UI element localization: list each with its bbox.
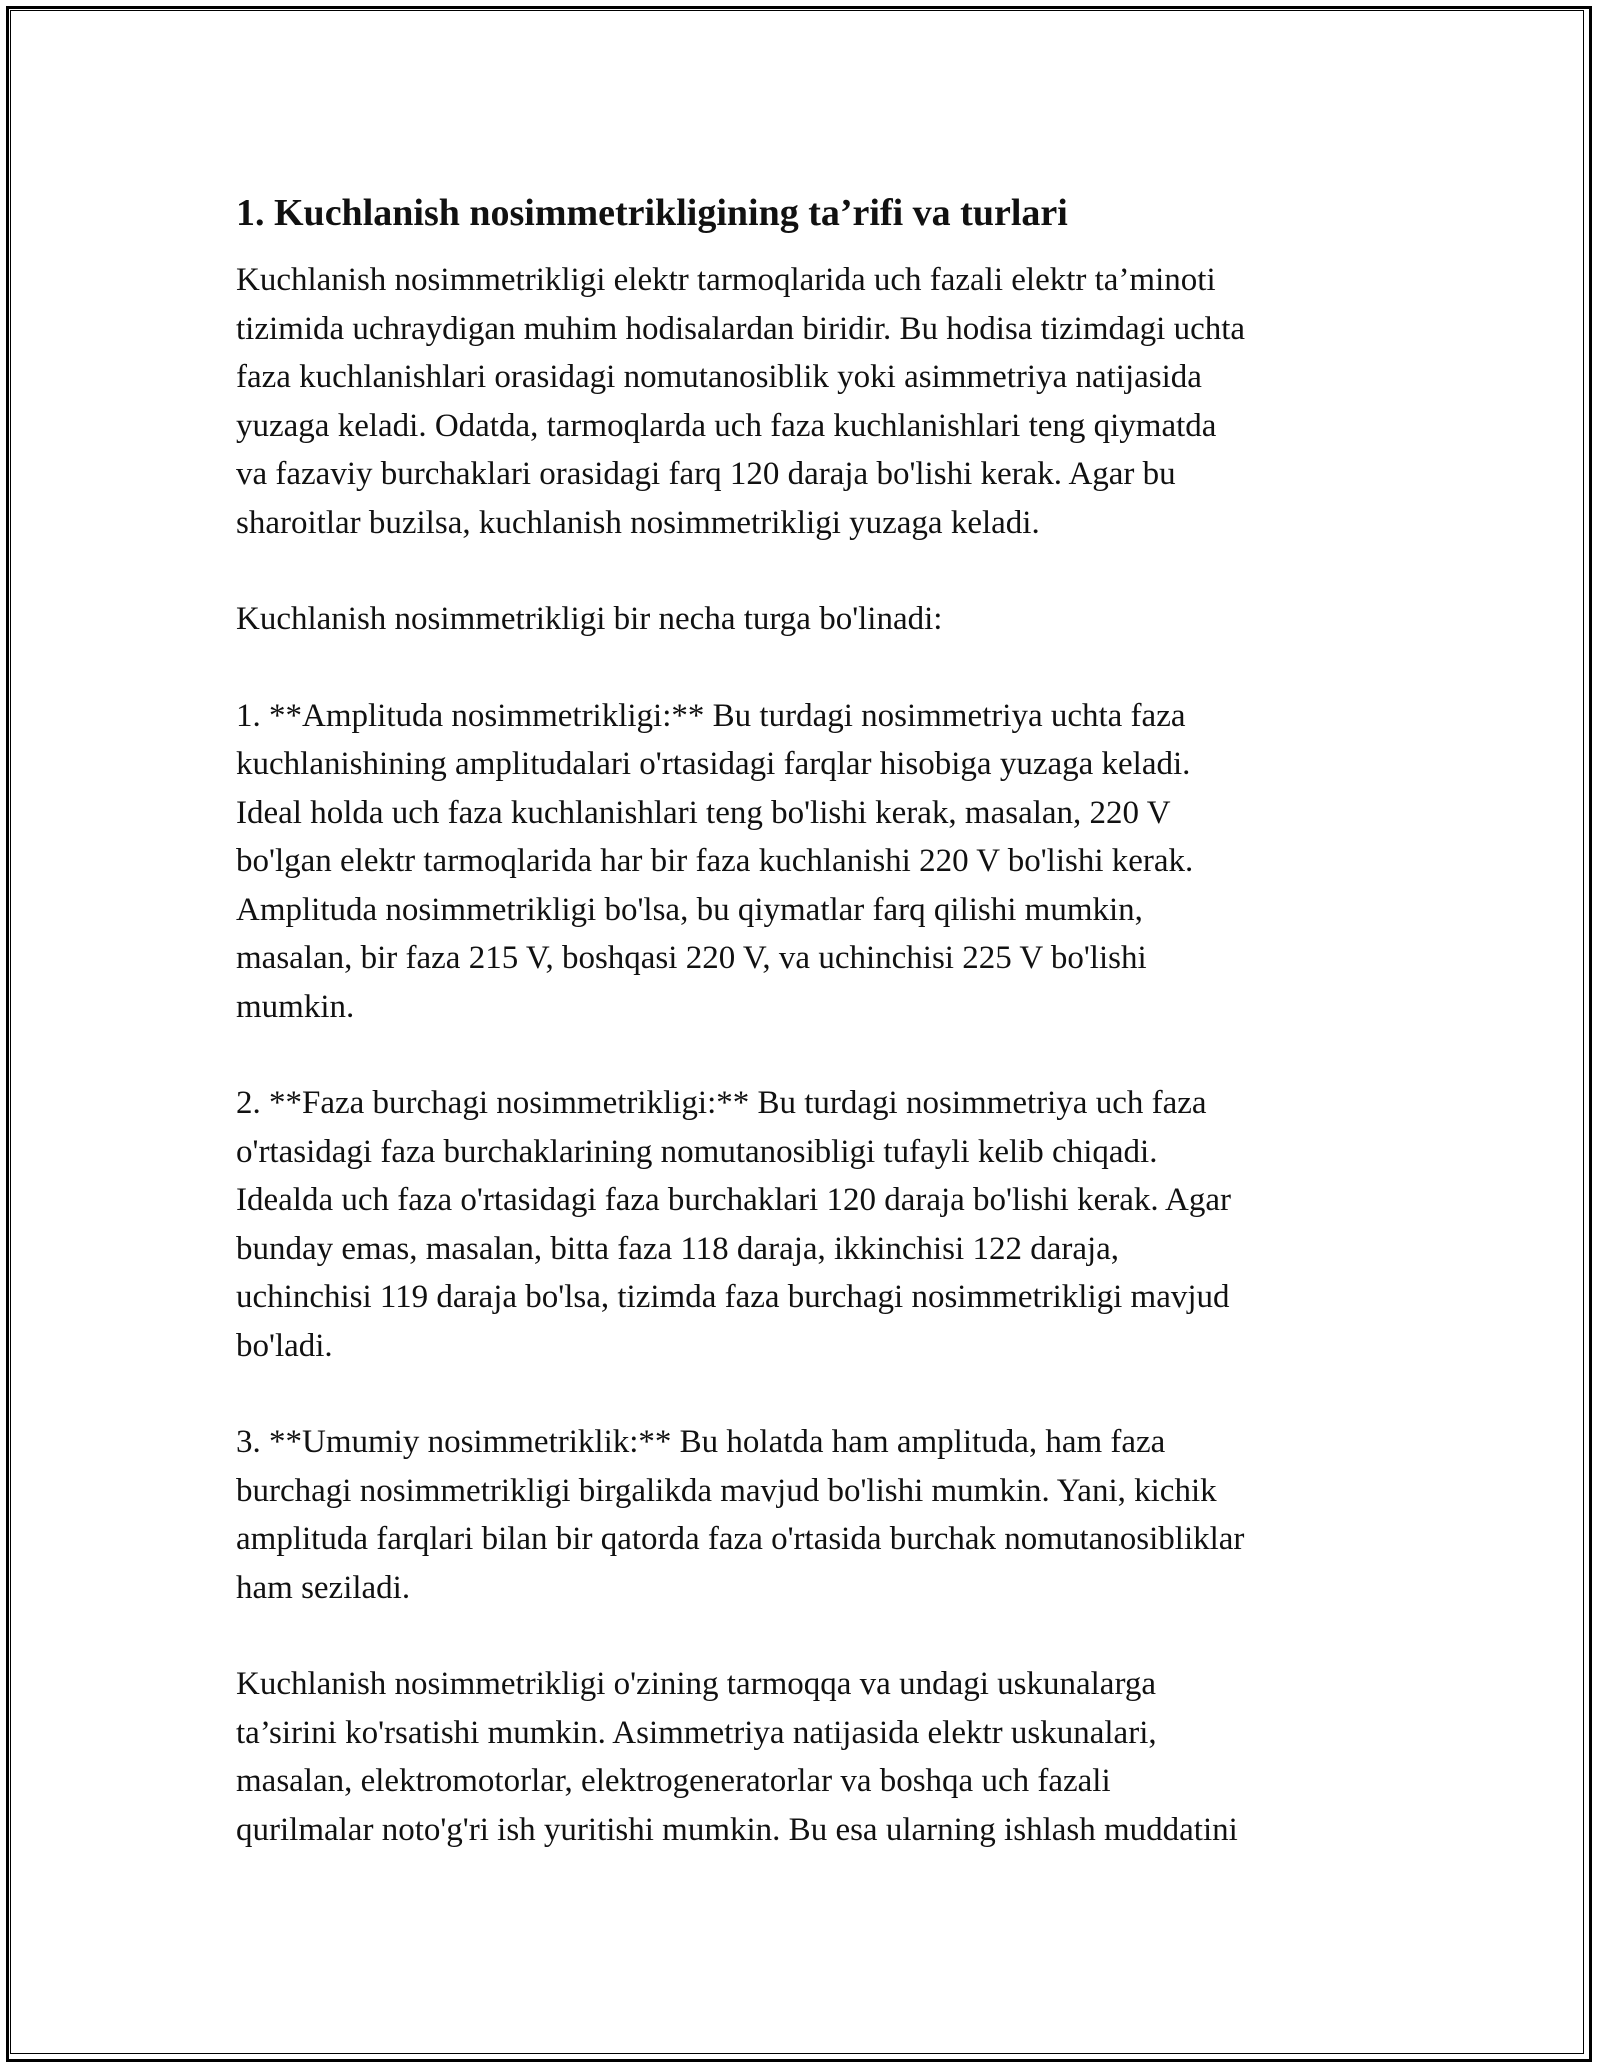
- text-line: 1. **Amplituda nosimmetrikligi:** Bu turdagi nosimmetriya uchta faza: [236, 697, 1186, 734]
- text-line: mumkin.: [236, 988, 355, 1025]
- paragraph-general: [236, 1418, 1366, 1612]
- document-body: [236, 188, 1366, 1902]
- text-line: faza kuchlanishlari orasidagi nomutanosiblik yoki asimmetriya natijasida: [236, 359, 1202, 395]
- text-line: va fazaviy burchaklari orasidagi farq 120 daraja bo'lishi kerak. Agar bu: [236, 456, 1176, 492]
- text-line: Ideal holda uch faza kuchlanishlari teng bo'lishi kerak, masalan, 220 V: [236, 794, 1171, 831]
- text-line: 2. **Faza burchagi nosimmetrikligi:** Bu turdagi nosimmetriya uch faza: [236, 1085, 1207, 1121]
- text-line: ham seziladi.: [236, 1569, 411, 1606]
- text-line: Kuchlanish nosimmetrikligi elektr tarmoqlarida uch fazali elektr ta’minoti: [236, 262, 1216, 298]
- text-line: sharoitlar buzilsa, kuchlanish nosimmetrikligi yuzaga keladi.: [236, 504, 1040, 541]
- text-line: uchinchisi 119 daraja bo'lsa, tizimda faza burchagi nosimmetrikligi mavjud: [236, 1279, 1230, 1315]
- text-line: bo'lgan elektr tarmoqlarida har bir faza kuchlanishi 220 V bo'lishi kerak.: [236, 843, 1194, 879]
- paragraph-types-intro: [236, 595, 1366, 644]
- section-heading: 1. Kuchlanish nosimmetrikligining ta’rifi va turlari: [236, 192, 1068, 234]
- text-line: yuzaga keladi. Odatda, tarmoqlarda uch faza kuchlanishlari teng qiymatda: [236, 407, 1217, 444]
- text-line: masalan, bir faza 215 V, boshqasi 220 V, va uchinchisi 225 V bo'lishi: [236, 940, 1147, 976]
- text-line: masalan, elektromotorlar, elektrogeneratorlar va boshqa uch fazali: [236, 1763, 1111, 1799]
- paragraph-effects: [236, 1660, 1366, 1854]
- text-line: 3. **Umumiy nosimmetriklik:** Bu holatda ham amplituda, ham faza: [236, 1424, 1166, 1460]
- paragraph-definition: [236, 256, 1366, 547]
- text-line: tizimida uchraydigan muhim hodisalardan biridir. Bu hodisa tizimdagi uchta: [236, 310, 1246, 347]
- text-line: bo'ladi.: [236, 1327, 333, 1364]
- text-line: bunday emas, masalan, bitta faza 118 daraja, ikkinchisi 122 daraja,: [236, 1230, 1120, 1267]
- paragraph-phase-angle: [236, 1079, 1366, 1370]
- text-line: Amplituda nosimmetrikligi bo'lsa, bu qiymatlar farq qilishi mumkin,: [236, 891, 1143, 928]
- paragraph-amplitude: [236, 692, 1366, 1032]
- text-line: qurilmalar noto'g'ri ish yuritishi mumkin. Bu esa ularning ishlash muddatini: [236, 1811, 1238, 1848]
- text-line: burchagi nosimmetrikligi birgalikda mavjud bo'lishi mumkin. Yani, kichik: [236, 1472, 1217, 1509]
- text-line: amplituda farqlari bilan bir qatorda faza o'rtasida burchak nomutanosibliklar: [236, 1521, 1245, 1557]
- text-line: o'rtasidagi faza burchaklarining nomutanosibligi tufayli kelib chiqadi.: [236, 1133, 1158, 1170]
- text-line: kuchlanishining amplitudalari o'rtasidagi farqlar hisobiga yuzaga keladi.: [236, 746, 1191, 782]
- text-line: Idealda uch faza o'rtasidagi faza burchaklari 120 daraja bo'lishi kerak. Agar: [236, 1182, 1232, 1218]
- text-line: Kuchlanish nosimmetrikligi bir necha turga bo'linadi:: [236, 601, 943, 637]
- text-line: ta’sirini ko'rsatishi mumkin. Asimmetriya natijasida elektr uskunalari,: [236, 1714, 1157, 1751]
- text-line: Kuchlanish nosimmetrikligi o'zining tarmoqqa va undagi uskunalarga: [236, 1666, 1156, 1702]
